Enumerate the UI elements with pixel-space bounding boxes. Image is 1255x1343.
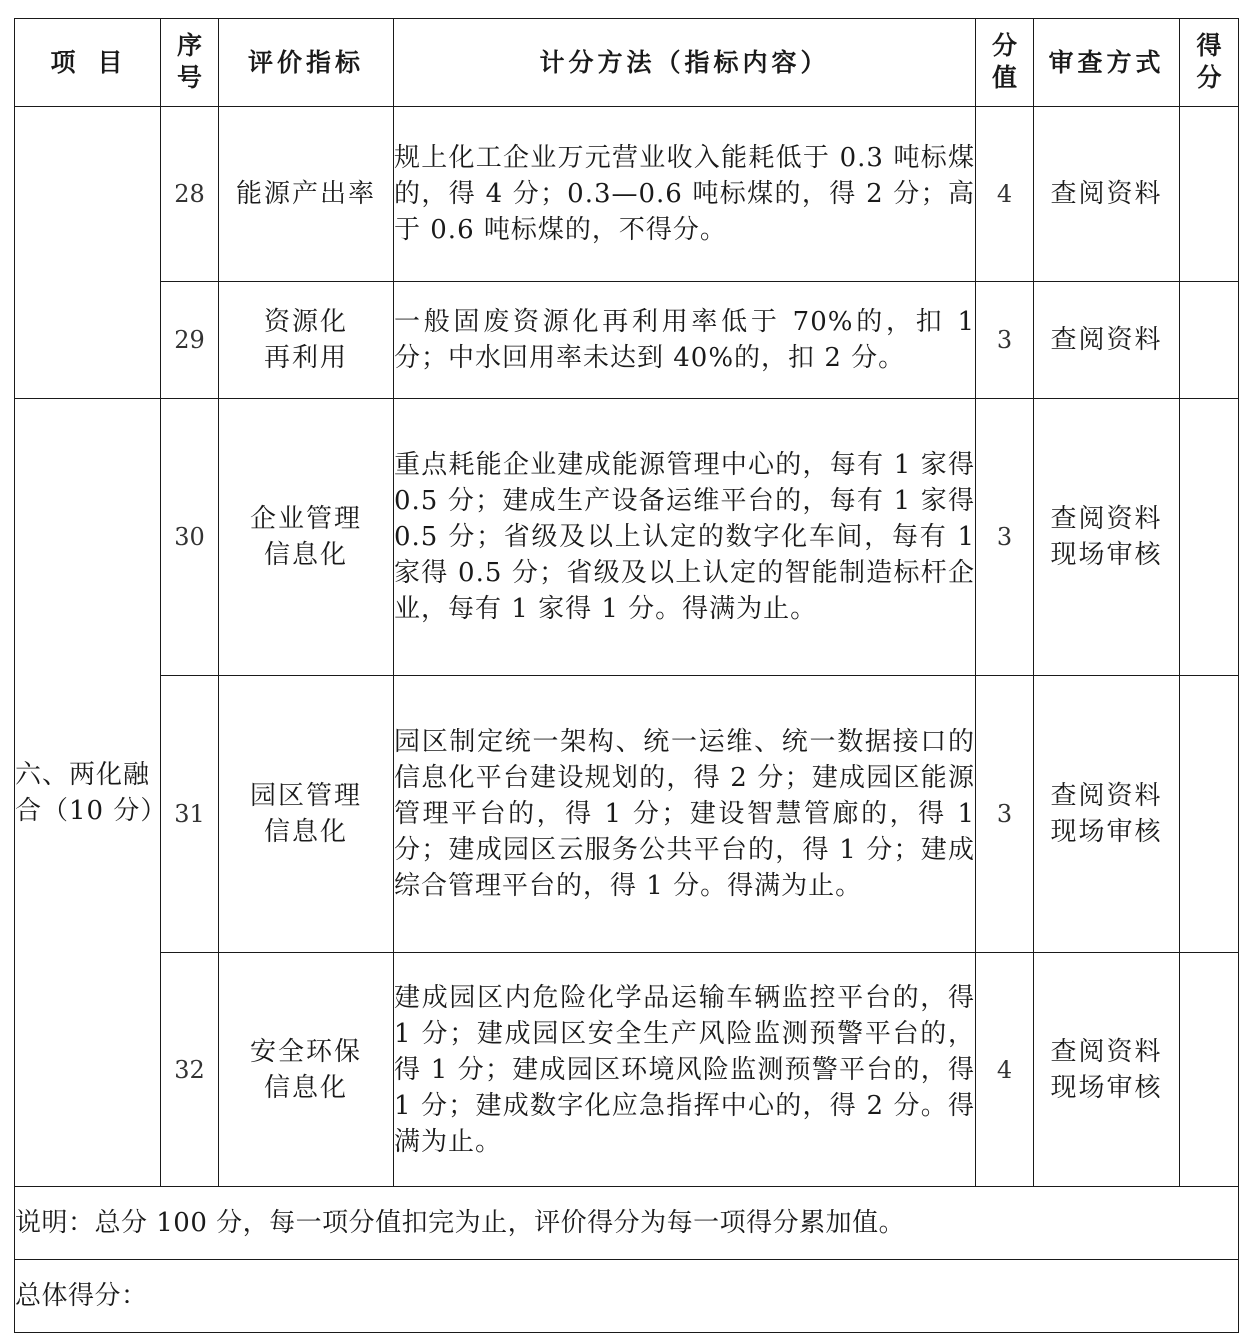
row-review: 查阅资料: [1034, 107, 1180, 282]
row-seq: 30: [161, 399, 219, 676]
row-content: 重点耗能企业建成能源管理中心的，每有 1 家得 0.5 分；建成生产设备运维平台的，每有 1 家得 0.5 分；省级及以上认定的数字化车间，每有 1 家得 0.5 分；省级及以上认定的智能制造标杆企业，每有 1 家得 1 分。得满为止。: [394, 399, 976, 676]
row-content: 建成园区内危险化学品运输车辆监控平台的，得 1 分；建成园区安全生产风险监测预警平台的，得 1 分；建成园区环境风险监测预警平台的，得 1 分；建成数字化应急指挥中心的，得 2 分。得满为止。: [394, 953, 976, 1187]
table-row: [15, 107, 1239, 282]
row-value: 3: [976, 282, 1034, 399]
row-indicator: 安全环保 信息化: [219, 953, 394, 1187]
row-seq: 28: [161, 107, 219, 282]
row-seq: 31: [161, 676, 219, 953]
table-row: [15, 399, 1239, 676]
note-row: [15, 1187, 1239, 1260]
row-score-empty: [1180, 107, 1239, 282]
header-score-value: 分 值: [976, 19, 1034, 107]
row-content: 园区制定统一架构、统一运维、统一数据接口的信息化平台建设规划的，得 2 分；建成园区能源管理平台的，得 1 分；建设智慧管廊的，得 1 分；建成园区云服务公共平台的，得 1 分；建成综合管理平台的，得 1 分。得满为止。: [394, 676, 976, 953]
row-seq: 32: [161, 953, 219, 1187]
section-six-label: 六、两化融合（10 分）: [15, 399, 161, 1187]
header-indicator: 评价指标: [219, 19, 394, 107]
row-value: 4: [976, 953, 1034, 1187]
project-cell-empty: [15, 107, 161, 399]
total-row: [15, 1260, 1239, 1333]
row-review: 查阅资料 现场审核: [1034, 953, 1180, 1187]
row-indicator: 园区管理 信息化: [219, 676, 394, 953]
row-value: 3: [976, 676, 1034, 953]
header-review: 审查方式: [1034, 19, 1180, 107]
row-seq: 29: [161, 282, 219, 399]
header-seq: 序 号: [161, 19, 219, 107]
header-method: 计分方法（指标内容）: [394, 19, 976, 107]
row-score-empty: [1180, 953, 1239, 1187]
row-value: 4: [976, 107, 1034, 282]
row-score-empty: [1180, 676, 1239, 953]
row-review: 查阅资料 现场审核: [1034, 399, 1180, 676]
total-score-label: 总体得分：: [15, 1260, 1239, 1333]
row-content: 规上化工企业万元营业收入能耗低于 0.3 吨标煤的，得 4 分；0.3—0.6 吨标煤的，得 2 分；高于 0.6 吨标煤的，不得分。: [394, 107, 976, 282]
header-project: 项目: [15, 19, 161, 107]
row-value: 3: [976, 399, 1034, 676]
row-indicator: 能源产出率: [219, 107, 394, 282]
header-row: [15, 19, 1239, 107]
header-got: 得 分: [1180, 19, 1239, 107]
row-indicator: 企业管理 信息化: [219, 399, 394, 676]
table-row: [15, 282, 1239, 399]
scoring-note: 说明：总分 100 分，每一项分值扣完为止，评价得分为每一项得分累加值。: [15, 1187, 1239, 1260]
table-row: [15, 676, 1239, 953]
evaluation-table: [14, 18, 1239, 1333]
row-review: 查阅资料 现场审核: [1034, 676, 1180, 953]
table-row: [15, 953, 1239, 1187]
row-content: 一般固废资源化再利用率低于 70%的，扣 1 分；中水回用率未达到 40%的，扣 2 分。: [394, 282, 976, 399]
row-score-empty: [1180, 399, 1239, 676]
row-score-empty: [1180, 282, 1239, 399]
row-indicator: 资源化 再利用: [219, 282, 394, 399]
row-review: 查阅资料: [1034, 282, 1180, 399]
